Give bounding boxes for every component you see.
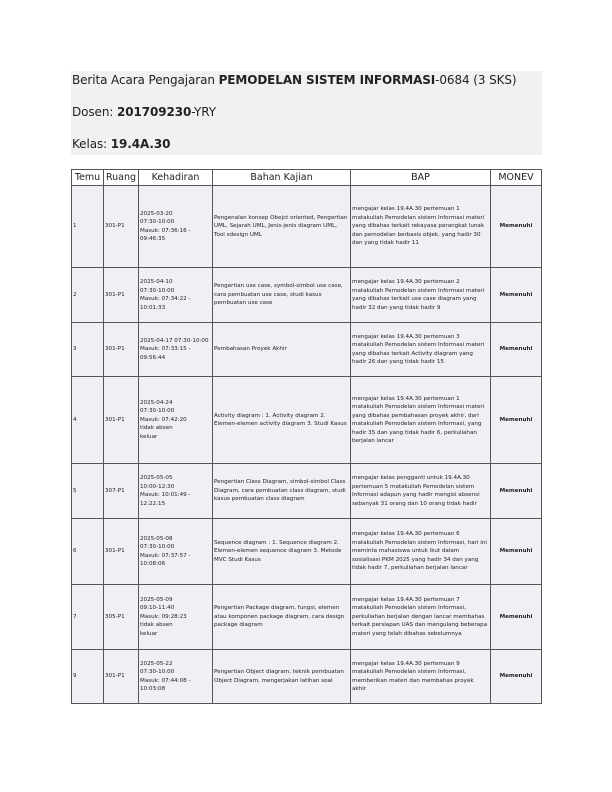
cell-bap: mengajar kelas 19.4A.30 pertemuan 6 matakuliah Pemodelan sistem Informasi, hari ini meminta mahasiswa untuk ikut dalam sosialisasi PKM 2025 yang hadir 34 dan yang tidak hadir 7, perkuliahan berjalan lancar xyxy=(351,519,491,585)
table-header-row xyxy=(72,170,542,186)
cell-bahan-kajian: Pengertian use case, symbol-simbol use case, cara pembuatan use case, studi kasus pembuatan use case xyxy=(213,268,351,323)
title-prefix: Berita Acara Pengajaran xyxy=(72,73,219,87)
cell-bap: mengajar kelas 19.4A.30 pertemuan 7 matakuliah Pemodelan sistem Informasi, perkuliahan berjalan dengan lancar membahas terkait persiapan UAS dan mengulang beberapa materi yang telah dibahas sebelumnya xyxy=(351,585,491,650)
table-row xyxy=(72,650,542,704)
col-header-kehadiran: Kehadiran xyxy=(139,170,213,186)
table-row xyxy=(72,323,542,377)
cell-monev: Memenuhi xyxy=(491,585,542,650)
class-label: Kelas: xyxy=(72,137,111,151)
cell-kehadiran: 2025-04-17 07:30-10:00 Masuk: 07:33:15 - 09:56:44 xyxy=(139,323,213,377)
lecturer-code: -YRY xyxy=(191,105,216,119)
class-line xyxy=(72,137,170,151)
cell-ruang: 307-P1 xyxy=(104,464,139,519)
col-header-monev: MONEV xyxy=(491,170,542,186)
attendance-table xyxy=(71,169,542,704)
cell-monev: Memenuhi xyxy=(491,323,542,377)
cell-ruang: 301-P1 xyxy=(104,650,139,704)
col-header-bap: BAP xyxy=(351,170,491,186)
cell-temu: 9 xyxy=(72,650,104,704)
cell-monev: Memenuhi xyxy=(491,186,542,268)
cell-kehadiran: 2025-04-10 07:30-10:00 Masuk: 07:34:22 - 10:01:33 xyxy=(139,268,213,323)
cell-monev: Memenuhi xyxy=(491,464,542,519)
cell-bahan-kajian: Pengertian Object diagram, teknik pembuatan Object Diagram, mengerjakan latihan soal xyxy=(213,650,351,704)
table-row xyxy=(72,377,542,464)
table-row xyxy=(72,585,542,650)
cell-ruang: 301-P1 xyxy=(104,377,139,464)
cell-ruang: 301-P1 xyxy=(104,186,139,268)
cell-monev: Memenuhi xyxy=(491,650,542,704)
cell-bap: mengajar kelas 19.4A.30 pertemuan 1 matakuliah Pemodelan sistem Informasi materi yang dibahas terkait rekayasa perangkat lunak dan pemodelan berbasis objek, yang hadir 30 dan yang tidak hadir 11 xyxy=(351,186,491,268)
cell-bap: mengajar kelas 19.4A.30 pertemuan 3 matakuliah Pemodelan sistem Informasi materi yang dibahas terkait Activity diagram yang hadir 26 dan yang tidak hadir 15 xyxy=(351,323,491,377)
cell-monev: Memenuhi xyxy=(491,377,542,464)
course-code: -0684 (3 SKS) xyxy=(435,73,517,87)
cell-ruang: 301-P1 xyxy=(104,323,139,377)
cell-bap: mengajar kelas 19.4A.30 pertemuan 2 matakuliah Pemodelan sistem Informasi materi yang dibahas terkait use case diagram yang hadir 32 dan yang tidak hadir 9 xyxy=(351,268,491,323)
lecturer-line xyxy=(72,105,216,119)
table-row xyxy=(72,519,542,585)
table-row xyxy=(72,464,542,519)
cell-ruang: 305-P1 xyxy=(104,585,139,650)
cell-bahan-kajian: Pengenalan konsep Obejct oriented, Pengertian UML, Sejarah UML, Jenis-jenis diagram UML, Tool sdesign UML xyxy=(213,186,351,268)
table-row xyxy=(72,268,542,323)
cell-bap: mengajar kelas 19.4A.30 pertemuan 9 matakuliah Pemodelan sistem Informasi, memberikan materi dan membahas proyek akhir xyxy=(351,650,491,704)
cell-kehadiran: 2025-04-24 07:30-10:00 Masuk: 07:42:20 tidak absen keluar xyxy=(139,377,213,464)
cell-bap: mengajar kelas 19.4A.30 pertemuan 1 matakuliah Pemodelan sistem Informasi materi yang dibahas pembahasan proyek akhir, dari matakuliah Pemodelan sistem Informasi, yang hadir 35 dan yang tidak hadir 6, perkuliahan berjalan lancar xyxy=(351,377,491,464)
cell-temu: 3 xyxy=(72,323,104,377)
cell-kehadiran: 2025-05-09 09:10-11:40 Masuk: 09:28:23 tidak absen keluar xyxy=(139,585,213,650)
col-header-bahan-kajian: Bahan Kajian xyxy=(213,170,351,186)
cell-bap: mengajar kelas pengganti untuk 19.4A.30 pertemuan 5 matakuliah Pemodelan sistem Informasi adapun yang hadir mengisi absensi sebanyak 31 orang dan 10 orang tidak hadir xyxy=(351,464,491,519)
cell-kehadiran: 2025-05-05 10:00-12:30 Masuk: 10:01:49 - 12:22:15 xyxy=(139,464,213,519)
cell-kehadiran: 2025-05-08 07:30-10:00 Masuk: 07:37:57 - 10:08:06 xyxy=(139,519,213,585)
cell-bahan-kajian: Pengertian Package diagram, fungsi, elemen atau komponen package diagram, cara design package diagram xyxy=(213,585,351,650)
cell-temu: 6 xyxy=(72,519,104,585)
cell-monev: Memenuhi xyxy=(491,268,542,323)
cell-temu: 1 xyxy=(72,186,104,268)
lecturer-label: Dosen: xyxy=(72,105,117,119)
cell-temu: 4 xyxy=(72,377,104,464)
cell-ruang: 301-P1 xyxy=(104,519,139,585)
class-name: 19.4A.30 xyxy=(110,137,171,151)
cell-kehadiran: 2025-03-20 07:30-10:00 Masuk: 07:36:16 - 09:46:35 xyxy=(139,186,213,268)
report-header xyxy=(71,71,542,155)
course-name: PEMODELAN SISTEM INFORMASI xyxy=(218,73,436,87)
cell-bahan-kajian: Sequence diagram : 1. Sequence diagram 2. Elemen-elemen sequence diagram 3. Metode MVC Studi Kasus xyxy=(213,519,351,585)
cell-temu: 2 xyxy=(72,268,104,323)
report-title xyxy=(72,73,516,87)
cell-kehadiran: 2025-05-22 07:30-10:00 Masuk: 07:44:08 - 10:03:08 xyxy=(139,650,213,704)
cell-bahan-kajian: Pembahasan Proyek Akhir xyxy=(213,323,351,377)
table-row xyxy=(72,186,542,268)
lecturer-id: 201709230 xyxy=(116,105,192,119)
col-header-temu: Temu xyxy=(72,170,104,186)
cell-temu: 5 xyxy=(72,464,104,519)
cell-monev: Memenuhi xyxy=(491,519,542,585)
cell-bahan-kajian: Pengertian Class Diagram, simbol-simbol Class Diagram, cara pembuatan class diagram, studi kasus pembuatan class diagram xyxy=(213,464,351,519)
cell-ruang: 301-P1 xyxy=(104,268,139,323)
cell-temu: 7 xyxy=(72,585,104,650)
col-header-ruang: Ruang xyxy=(104,170,139,186)
cell-bahan-kajian: Activity diagram : 1. Activity diagram 2. Elemen-elemen activity diagram 3. Studi Kasus xyxy=(213,377,351,464)
